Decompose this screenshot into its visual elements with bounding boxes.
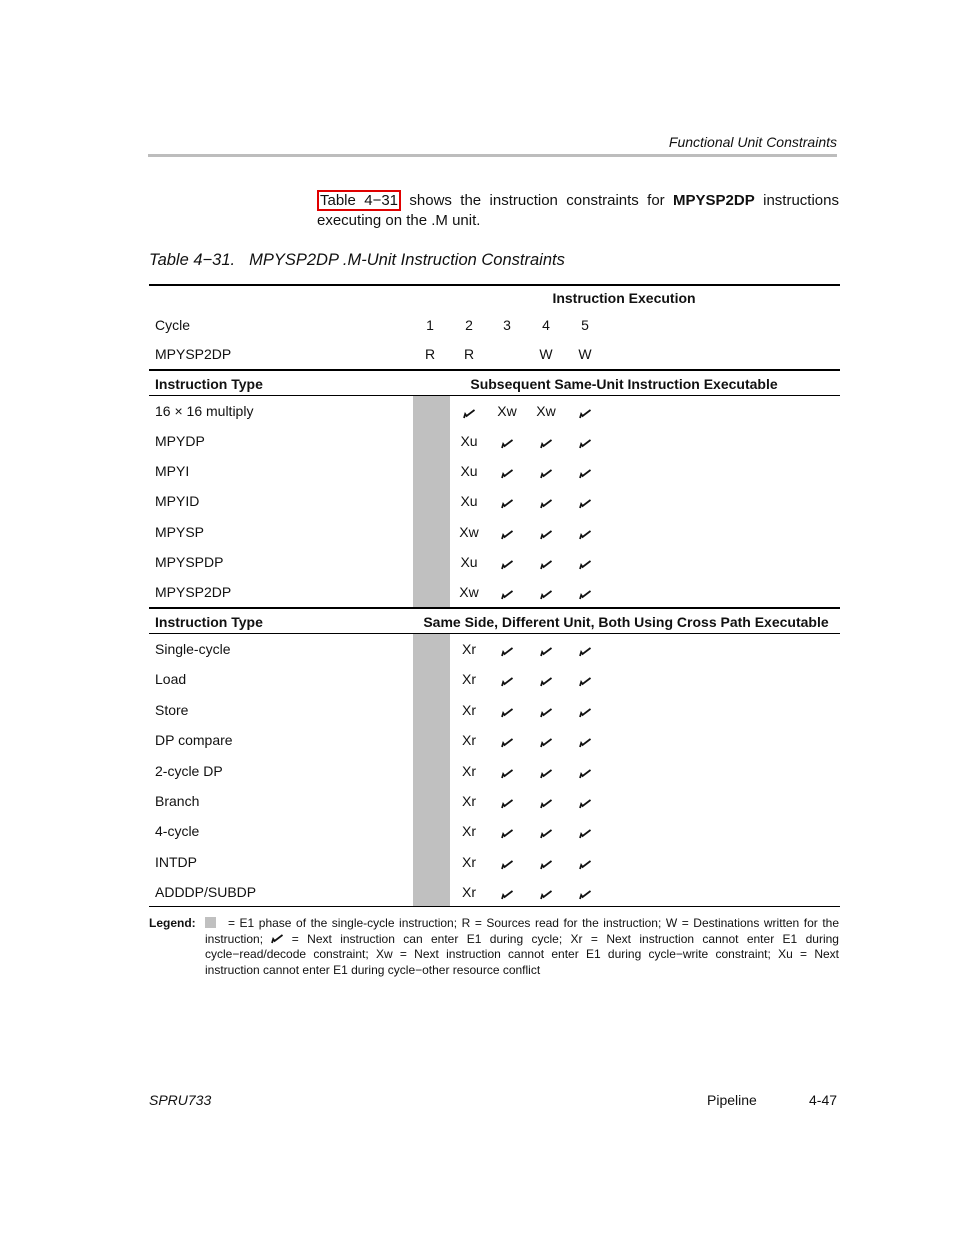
check-mark-icon bbox=[487, 705, 527, 721]
table-cell: Xw bbox=[459, 524, 479, 540]
section2-col-header: Instruction Type bbox=[155, 614, 263, 630]
check-mark-icon bbox=[487, 587, 527, 603]
check-mark-icon bbox=[565, 496, 605, 512]
execution-header: Instruction Execution bbox=[552, 290, 696, 306]
table-row-label: Single-cycle bbox=[155, 641, 231, 657]
table-row-label: INTDP bbox=[155, 854, 197, 870]
table-cell: Xr bbox=[462, 641, 476, 657]
check-mark-icon bbox=[487, 826, 527, 842]
section1-col-header: Instruction Type bbox=[155, 376, 263, 392]
legend-shade-swatch bbox=[205, 917, 216, 928]
check-mark-icon bbox=[487, 496, 527, 512]
check-mark-icon bbox=[487, 466, 527, 482]
check-mark-icon bbox=[565, 674, 605, 690]
table-row-label: Branch bbox=[155, 793, 200, 809]
check-mark-icon bbox=[565, 557, 605, 573]
instruction-row-label: MPYSP2DP bbox=[155, 346, 232, 362]
footer-chapter: Pipeline bbox=[707, 1092, 757, 1108]
table-top-rule bbox=[149, 284, 840, 286]
table-cell: Xu bbox=[460, 433, 478, 449]
check-mark-icon bbox=[487, 766, 527, 782]
table-cell: Xr bbox=[462, 702, 476, 718]
check-mark-icon bbox=[565, 436, 605, 452]
cycle-number: 5 bbox=[581, 317, 589, 333]
cycle-number: 3 bbox=[503, 317, 511, 333]
check-mark-icon bbox=[271, 934, 283, 944]
constraints-table bbox=[149, 284, 840, 908]
check-mark-icon bbox=[487, 674, 527, 690]
table-cell: Xu bbox=[460, 463, 478, 479]
table-row-label: 2-cycle DP bbox=[155, 763, 223, 779]
table-cell: Xu bbox=[460, 493, 478, 509]
section2-header: Same Side, Different Unit, Both Using Cross Path Executable bbox=[423, 614, 829, 630]
table-row-label: MPYDP bbox=[155, 433, 205, 449]
cycle-number: 1 bbox=[426, 317, 434, 333]
legend-body bbox=[205, 916, 839, 978]
table-row-label: MPYI bbox=[155, 463, 190, 479]
intro-text-2: instructions executing on the .M unit. bbox=[317, 192, 839, 229]
check-mark-icon bbox=[565, 826, 605, 842]
check-mark-icon bbox=[565, 527, 605, 543]
check-mark-icon bbox=[449, 406, 489, 422]
check-mark-icon bbox=[565, 857, 605, 873]
table-caption bbox=[149, 251, 565, 270]
check-mark-icon bbox=[526, 796, 566, 812]
legend-label: Legend: bbox=[149, 916, 196, 930]
intro-text-1: shows the instruction constraints for bbox=[401, 192, 674, 209]
legend-text-1: = E1 phase of the single-cycle instruction; R = Sources read for the instruction; W = Destinations written for the instruction; bbox=[205, 916, 839, 946]
check-mark-icon bbox=[565, 705, 605, 721]
check-mark-icon bbox=[487, 644, 527, 660]
table-cell: Xw bbox=[459, 584, 479, 600]
check-mark-icon bbox=[487, 557, 527, 573]
table-row-label: 16 × 16 multiply bbox=[155, 403, 254, 419]
section2-header-rule bbox=[149, 633, 840, 634]
check-mark-icon bbox=[526, 557, 566, 573]
check-mark-icon bbox=[565, 796, 605, 812]
table-cell: Xu bbox=[460, 554, 478, 570]
table-row-label: Store bbox=[155, 702, 189, 718]
table-cell: Xr bbox=[462, 823, 476, 839]
check-mark-icon bbox=[526, 735, 566, 751]
check-mark-icon bbox=[526, 466, 566, 482]
check-mark-icon bbox=[526, 644, 566, 660]
section1-header-rule bbox=[149, 395, 840, 396]
check-mark-icon bbox=[526, 887, 566, 903]
table-row-label: DP compare bbox=[155, 732, 233, 748]
table-row-label: MPYSPDP bbox=[155, 554, 224, 570]
execution-cell: R bbox=[463, 346, 475, 362]
execution-cell: W bbox=[539, 346, 553, 362]
check-mark-icon bbox=[526, 705, 566, 721]
header-rule bbox=[148, 154, 837, 157]
check-mark-icon bbox=[526, 496, 566, 512]
table-caption-number: Table 4−31. bbox=[149, 251, 236, 269]
running-head: Functional Unit Constraints bbox=[668, 134, 837, 150]
footer-doc-id: SPRU733 bbox=[149, 1092, 212, 1108]
check-mark-icon bbox=[565, 406, 605, 422]
table-cell: Xr bbox=[462, 671, 476, 687]
check-mark-icon bbox=[526, 436, 566, 452]
table-reference-link[interactable]: Table 4−31 bbox=[317, 190, 401, 211]
table-cell: Xr bbox=[462, 884, 476, 900]
table-row-label: MPYID bbox=[155, 493, 200, 509]
table-cell: Xw bbox=[536, 403, 556, 419]
table-row-label: ADDDP/SUBDP bbox=[155, 884, 257, 900]
table-bottom-rule bbox=[149, 906, 840, 907]
check-mark-icon bbox=[487, 887, 527, 903]
check-mark-icon bbox=[487, 796, 527, 812]
table-cell: Xr bbox=[462, 763, 476, 779]
check-mark-icon bbox=[487, 857, 527, 873]
check-mark-icon bbox=[565, 735, 605, 751]
check-mark-icon bbox=[487, 735, 527, 751]
intro-bold-term: MPYSP2DP bbox=[673, 192, 755, 209]
table-cell: Xr bbox=[462, 793, 476, 809]
table-cell: Xr bbox=[462, 732, 476, 748]
execution-cell: R bbox=[424, 346, 436, 362]
section1-top-rule bbox=[149, 369, 840, 371]
table-row-label: Load bbox=[155, 671, 187, 687]
table-row-label: MPYSP2DP bbox=[155, 584, 232, 600]
check-mark-icon bbox=[526, 527, 566, 543]
table-row-label: 4-cycle bbox=[155, 823, 200, 839]
execution-cell: W bbox=[578, 346, 592, 362]
legend-text-2: = Next instruction can enter E1 during cycle; Xr = Next instruction cannot enter E1 during cycle−read/decode constraint; Xw = Next instruction cannot enter E1 during cycle−write constraint; Xu = Next instruction cannot enter E1 during cycle−other resource conflict bbox=[205, 931, 839, 977]
check-mark-icon bbox=[565, 466, 605, 482]
table-caption-title: MPYSP2DP .M-Unit Instruction Constraints bbox=[249, 251, 565, 269]
cycle-number: 2 bbox=[465, 317, 473, 333]
table-cell: Xr bbox=[462, 854, 476, 870]
cycle-row-label: Cycle bbox=[155, 317, 191, 333]
section1-shade bbox=[413, 396, 450, 607]
check-mark-icon bbox=[526, 857, 566, 873]
section2-top-rule bbox=[149, 607, 840, 609]
table-row-label: MPYSP bbox=[155, 524, 205, 540]
check-mark-icon bbox=[526, 766, 566, 782]
check-mark-icon bbox=[487, 527, 527, 543]
check-mark-icon bbox=[565, 644, 605, 660]
check-mark-icon bbox=[565, 587, 605, 603]
check-mark-icon bbox=[565, 766, 605, 782]
footer-page-number: 4-47 bbox=[809, 1092, 838, 1108]
check-mark-icon bbox=[526, 587, 566, 603]
section2-shade bbox=[413, 634, 450, 906]
legend bbox=[149, 916, 839, 978]
check-mark-icon bbox=[487, 436, 527, 452]
check-mark-icon bbox=[565, 887, 605, 903]
check-mark-icon bbox=[526, 674, 566, 690]
section1-header: Subsequent Same-Unit Instruction Executable bbox=[470, 376, 778, 392]
table-cell: Xw bbox=[497, 403, 517, 419]
intro-paragraph bbox=[317, 191, 839, 231]
check-mark-icon bbox=[526, 826, 566, 842]
cycle-number: 4 bbox=[542, 317, 550, 333]
